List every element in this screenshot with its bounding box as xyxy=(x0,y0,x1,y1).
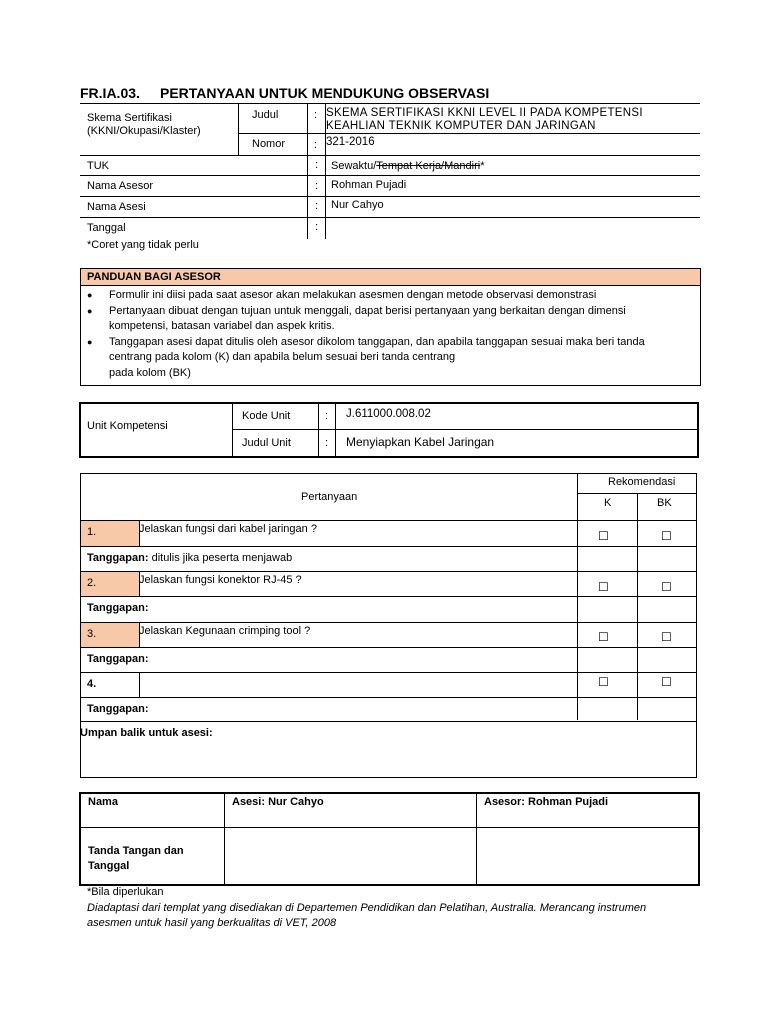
question-4-bk-checkbox[interactable]: ☐ xyxy=(661,675,672,689)
form-code: FR.IA.03. xyxy=(80,85,140,101)
bullet-icon: ● xyxy=(87,336,93,347)
tanggal-label: Tanggal xyxy=(87,222,126,234)
question-1-num: 1. xyxy=(87,526,97,538)
panduan-title: PANDUAN BAGI ASESOR xyxy=(87,271,221,283)
bullet-icon: ● xyxy=(87,290,93,300)
asesor-label: Nama Asesor xyxy=(87,180,154,192)
question-3-k-checkbox[interactable]: ☐ xyxy=(598,630,609,644)
tuk-colon: : xyxy=(315,159,319,171)
tanggal-colon: : xyxy=(315,221,319,233)
ttd-label: Tanda Tangan dan Tanggal xyxy=(88,845,184,872)
asesi-colon: : xyxy=(315,200,319,212)
nomor-colon: : xyxy=(314,139,318,151)
tuk-label: TUK xyxy=(87,160,109,172)
tanggapan-4: Tanggapan: xyxy=(87,703,149,715)
judul-label: Judul xyxy=(252,109,279,121)
credit-note: Diadaptasi dari templat yang disediakan di Departemen Pendidikan dan Pelatihan, Australia. Merancang instrumen asesmen untuk hasil yang berkualitas di VET, 2008 xyxy=(87,902,647,929)
asesor-signature-label: Asesor: Rohman Pujadi xyxy=(484,796,609,808)
question-2-text: Jelaskan fungsi konektor RJ-45 ? xyxy=(139,574,302,586)
question-2-num: 2. xyxy=(87,577,97,589)
tanggapan-1: Tanggapan: ditulis jika peserta menjawab xyxy=(87,552,293,564)
k-header: K xyxy=(604,497,612,509)
asesi-value: Nur Cahyo xyxy=(331,199,384,211)
kode-label: Kode Unit xyxy=(242,410,291,422)
question-2-bk-checkbox[interactable]: ☐ xyxy=(661,580,672,594)
tanggapan-3: Tanggapan: xyxy=(87,653,149,665)
judul-colon: : xyxy=(314,109,318,121)
question-2-k-checkbox[interactable]: ☐ xyxy=(598,580,609,594)
asesor-value: Rohman Pujadi xyxy=(331,179,407,191)
question-4-k-checkbox[interactable]: ☐ xyxy=(598,675,609,689)
bullet-icon: ● xyxy=(87,305,93,316)
judul-unit-colon: : xyxy=(325,437,329,449)
question-1-bk-checkbox[interactable]: ☐ xyxy=(661,529,672,543)
unit-label: Unit Kompetensi xyxy=(87,420,168,432)
skema-label: Skema Sertifikasi (KKNI/Okupasi/Klaster) xyxy=(87,112,201,137)
asesi-signature-label: Asesi: Nur Cahyo xyxy=(232,796,324,808)
panduan-list: ● Formulir ini diisi pada saat asesor akan melakukan asesmen dengan metode observasi demonstrasi ● Pertanyaan dibuat dengan tujuan untuk menggali, dapat berisi pertanyaan yang berkaitan dengan dimensi kompetensi, batasan variabel dan aspek kritis. ● Tanggapan asesi dapat ditulis oleh asesor dikolom tanggapan, dan apabila tanggapan sesuai maka beri tanda centrang pada kolom (K) dan apabila belum sesuai beri tanda centrang pada kolom (BK) xyxy=(87,289,645,379)
question-3-bk-checkbox[interactable]: ☐ xyxy=(661,630,672,644)
question-1-k-checkbox[interactable]: ☐ xyxy=(598,529,609,543)
asesi-label: Nama Asesi xyxy=(87,201,146,213)
nomor-label: Nomor xyxy=(252,138,286,150)
form-title xyxy=(80,85,489,101)
tanggapan-2: Tanggapan: xyxy=(87,602,149,614)
kode-value: J.611000.008.02 xyxy=(346,408,431,420)
judul-value: SKEMA SERTIFIKASI KKNI LEVEL II PADA KOMPETENSI KEAHLIAN TEKNIK KOMPUTER DAN JARINGAN xyxy=(326,107,643,132)
nama-label: Nama xyxy=(88,796,118,808)
judul-unit-label: Judul Unit xyxy=(242,437,291,449)
question-3-text: Jelaskan Kegunaan crimping tool ? xyxy=(139,625,311,637)
coret-note: *Coret yang tidak perlu xyxy=(87,239,199,251)
umpan-balik-label: Umpan balik untuk asesi: xyxy=(80,727,213,739)
question-3-num: 3. xyxy=(87,628,97,640)
nomor-value: 321-2016 xyxy=(326,136,375,148)
tuk-value: Sewaktu/Tempat Kerja/Mandiri* xyxy=(331,160,485,172)
form-heading: PERTANYAAN UNTUK MENDUKUNG OBSERVASI xyxy=(160,85,490,101)
question-4-num: 4. xyxy=(87,678,97,690)
rekomendasi-header: Rekomendasi xyxy=(608,476,676,488)
question-1-text: Jelaskan fungsi dari kabel jaringan ? xyxy=(139,523,317,535)
bk-header: BK xyxy=(657,497,672,509)
bila-note: *Bila diperlukan xyxy=(87,886,164,898)
kode-colon: : xyxy=(325,410,329,422)
judul-unit-value: Menyiapkan Kabel Jaringan xyxy=(346,435,495,449)
asesor-colon: : xyxy=(315,180,319,192)
pertanyaan-header: Pertanyaan xyxy=(301,491,358,503)
